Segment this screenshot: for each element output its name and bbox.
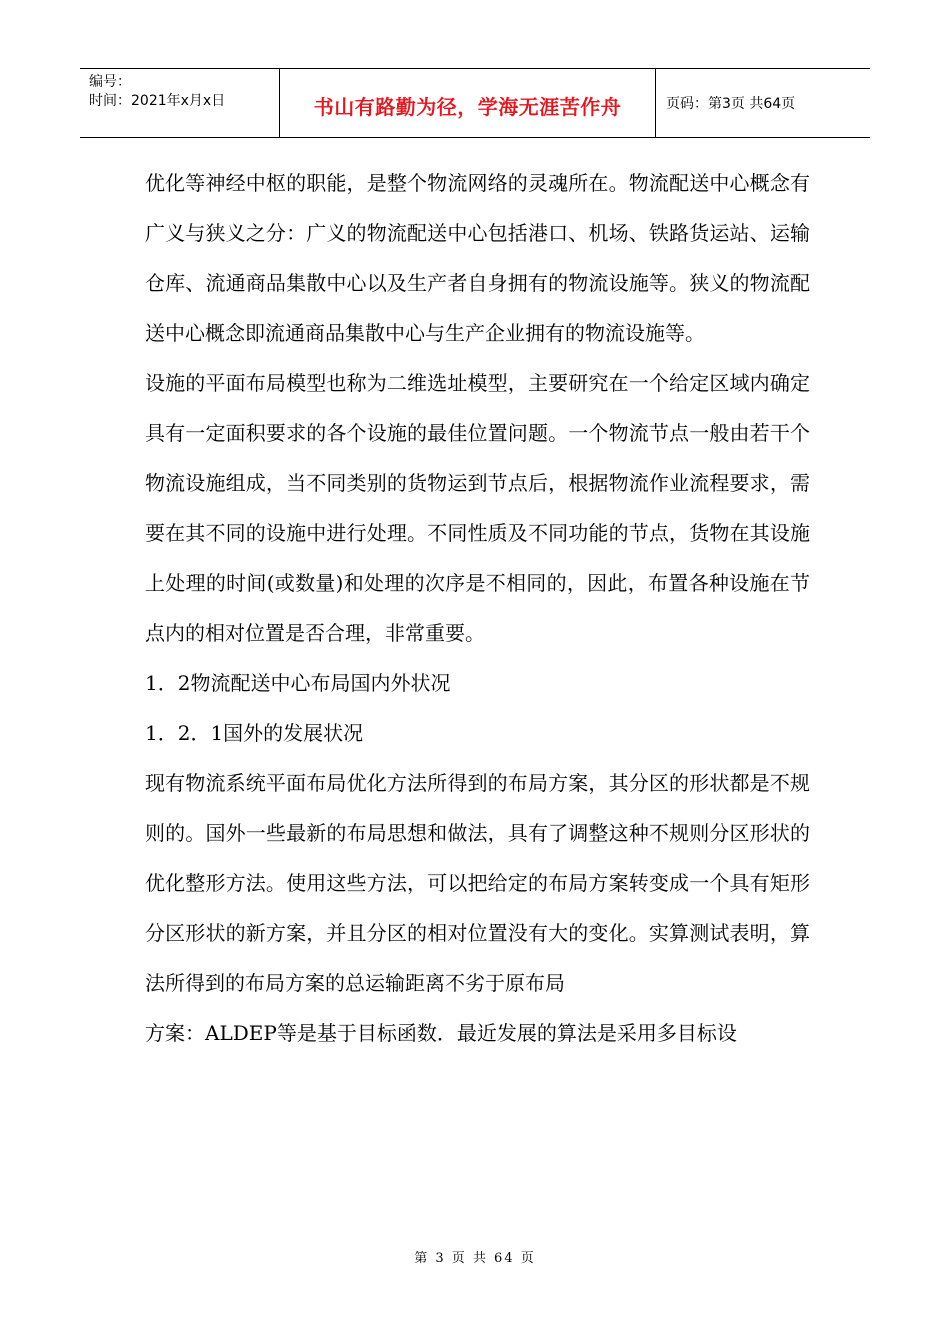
header-page-info: 页码：第3页 共64页 [666, 96, 796, 112]
document-header [80, 68, 870, 138]
body-paragraph: 优化等神经中枢的职能，是整个物流网络的灵魂所在。物流配送中心概念有广义与狭义之分：广义的物流配送中心包括港口、机场、铁路货运站、运输仓库、流通商品集散中心以及生产者自身拥有的物流设施等。狭义的物流配送中心概念即流通商品集散中心与生产企业拥有的物流设施等。 [145, 171, 810, 345]
header-meta-cell [80, 69, 280, 137]
body-paragraph: 现有物流系统平面布局优化方法所得到的布局方案，其分区的形状都是不规则的。国外一些最新的布局思想和做法，具有了调整这种不规则分区形状的优化整形方法。使用这些方法，可以把给定的布局方案转变成一个具有矩形分区形状的新方案，并且分区的相对位置没有大的变化。实算测试表明，算法所得到的布局方案的总运输距离不劣于原布局 [145, 771, 810, 995]
page-footer: 第 3 页 共 64 页 [414, 1251, 536, 1266]
body-paragraph: 设施的平面布局模型也称为二维选址模型，主要研究在一个给定区域内确定具有一定面积要求的各个设施的最佳位置问题。一个物流节点一般由若干个物流设施组成，当不同类别的货物运到节点后，根据物流作业流程要求，需要在其不同的设施中进行处理。不同性质及不同功能的节点，货物在其设施上处理的时间(或数量)和处理的次序是不相同的，因此，布置各种设施在节点内的相对位置是否合理，非常重要。 [145, 371, 810, 645]
document-body [145, 158, 810, 1058]
subsection-heading: 1．2．1国外的发展状况 [145, 721, 364, 745]
document-date: 时间：2021年x月x日 [89, 93, 226, 109]
header-motto: 书山有路勤为径，学海无涯苦作舟 [313, 94, 622, 119]
body-paragraph: 方案：ALDEP等是基于目标函数．最近发展的算法是采用多目标设 [145, 1021, 737, 1045]
section-heading: 1．2物流配送中心布局国内外状况 [145, 671, 451, 695]
header-motto-cell [280, 69, 656, 137]
header-page-cell [656, 69, 870, 137]
document-number-label: 编号： [89, 74, 131, 90]
